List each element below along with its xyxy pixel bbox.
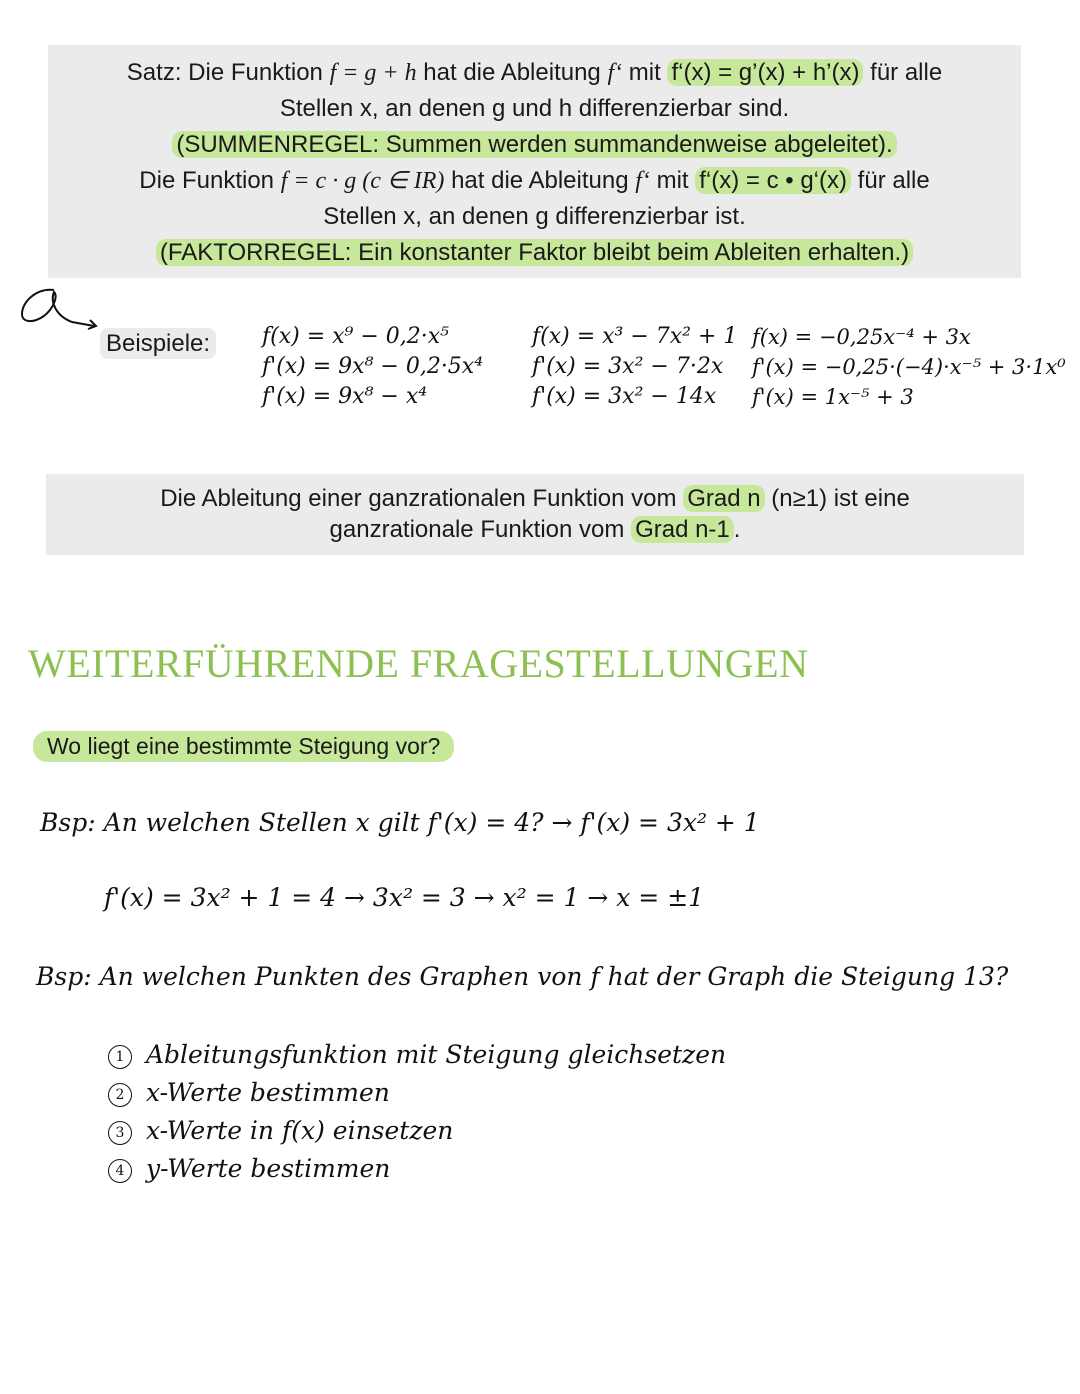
degree-line1-highlight: Grad n — [683, 485, 764, 512]
example-line: f'(x) = 1x⁻⁵ + 3 — [752, 385, 914, 409]
sum-rule-note: (SUMMENREGEL: Summen werden summandenweise abgeleitet). — [172, 131, 896, 158]
examples-label-text: Beispiele: — [100, 328, 216, 359]
factor-rule-fprime: f‘ — [635, 168, 650, 194]
sum-rule-highlight: f‘(x) = g’(x) + h’(x) — [667, 59, 863, 86]
list-item — [108, 1150, 726, 1188]
step-number: 1 — [108, 1045, 132, 1069]
step-number: 3 — [108, 1121, 132, 1145]
sum-rule-mid: hat die Ableitung — [423, 59, 601, 86]
factor-rule-note: (FAKTORREGEL: Ein konstanter Faktor bleibt beim Ableiten erhalten.) — [156, 239, 913, 266]
example1-question: Bsp: An welchen Stellen x gilt f'(x) = 4? → f'(x) = 3x² + 1 — [40, 808, 760, 837]
list-item — [108, 1112, 726, 1150]
example-col-2 — [532, 322, 737, 412]
sum-rule-lead: Satz: Die Funktion — [126, 59, 323, 86]
example-col-1 — [262, 322, 483, 412]
example-line: f(x) = x³ − 7x² + 1 — [532, 324, 738, 349]
step-text: x-Werte in f(x) einsetzen — [146, 1116, 454, 1145]
degree-box — [46, 474, 1024, 555]
factor-rule-formula: f = c · g (c ∈ IR) — [280, 168, 445, 194]
sum-rule-tail: für alle — [870, 59, 943, 86]
degree-line1-pre: Die Ableitung einer ganzrationalen Funktion vom — [160, 485, 677, 512]
degree-line2-pre: ganzrationale Funktion vom — [329, 516, 625, 543]
example-line: f'(x) = −0,25·(−4)·x⁻⁵ + 3·1x⁰ — [752, 355, 1066, 379]
degree-line2-post: . — [733, 516, 741, 543]
example-line: f(x) = −0,25x⁻⁴ + 3x — [752, 325, 971, 349]
sum-rule-line1 — [48, 55, 1021, 91]
degree-line1 — [46, 483, 1024, 514]
rules-box — [48, 45, 1021, 278]
degree-line1-post: (n≥1) ist eine — [771, 485, 910, 512]
examples-label — [100, 330, 216, 358]
factor-rule-line2: Stellen x, an denen g differenzierbar ist. — [323, 203, 746, 230]
step-number: 2 — [108, 1083, 132, 1107]
handdrawn-arrow-icon — [14, 282, 104, 332]
factor-rule-lead: Die Funktion — [139, 167, 275, 194]
question-badge: Wo liegt eine bestimmte Steigung vor? — [33, 731, 454, 762]
sum-rule-note-wrap — [48, 127, 1021, 163]
factor-rule-tail: für alle — [857, 167, 930, 194]
example-line: f'(x) = 9x⁸ − x⁴ — [262, 384, 428, 409]
section-heading: WEITERFÜHRENDE FRAGESTELLUNGEN — [28, 641, 809, 686]
example1-solution: f'(x) = 3x² + 1 = 4 → 3x² = 3 → x² = 1 → x = ±1 — [104, 883, 705, 912]
factor-rule-highlight: f‘(x) = c • g‘(x) — [695, 167, 851, 194]
sum-rule-mit: mit — [628, 59, 661, 86]
sum-rule-line2: Stellen x, an denen g und h differenzierbar sind. — [279, 95, 790, 122]
degree-line2 — [46, 514, 1024, 545]
example2-question: Bsp: An welchen Punkten des Graphen von f hat der Graph die Steigung 13? — [36, 962, 1009, 991]
factor-rule-line1 — [48, 163, 1021, 199]
example-line: f'(x) = 9x⁸ − 0,2·5x⁴ — [262, 354, 484, 379]
step-text: x-Werte bestimmen — [146, 1078, 390, 1107]
sum-rule-fprime: f‘ — [607, 60, 623, 86]
factor-rule-mid: hat die Ableitung — [451, 167, 629, 194]
example-line: f'(x) = 3x² − 14x — [532, 384, 717, 409]
factor-rule-note-wrap — [48, 235, 1021, 271]
example-line: f'(x) = 3x² − 7·2x — [532, 354, 724, 379]
factor-rule-mit: mit — [656, 167, 689, 194]
example-col-3 — [752, 322, 1066, 412]
list-item — [108, 1036, 726, 1074]
step-number: 4 — [108, 1159, 132, 1183]
list-item — [108, 1074, 726, 1112]
sum-rule-formula: f = g + h — [329, 60, 417, 86]
example-line: f(x) = x⁹ − 0,2·x⁵ — [262, 324, 449, 349]
step-text: Ableitungsfunktion mit Steigung gleichsetzen — [146, 1040, 727, 1069]
degree-line2-highlight: Grad n-1 — [631, 516, 734, 543]
example2-steps — [108, 1036, 726, 1188]
step-text: y-Werte bestimmen — [146, 1154, 391, 1183]
